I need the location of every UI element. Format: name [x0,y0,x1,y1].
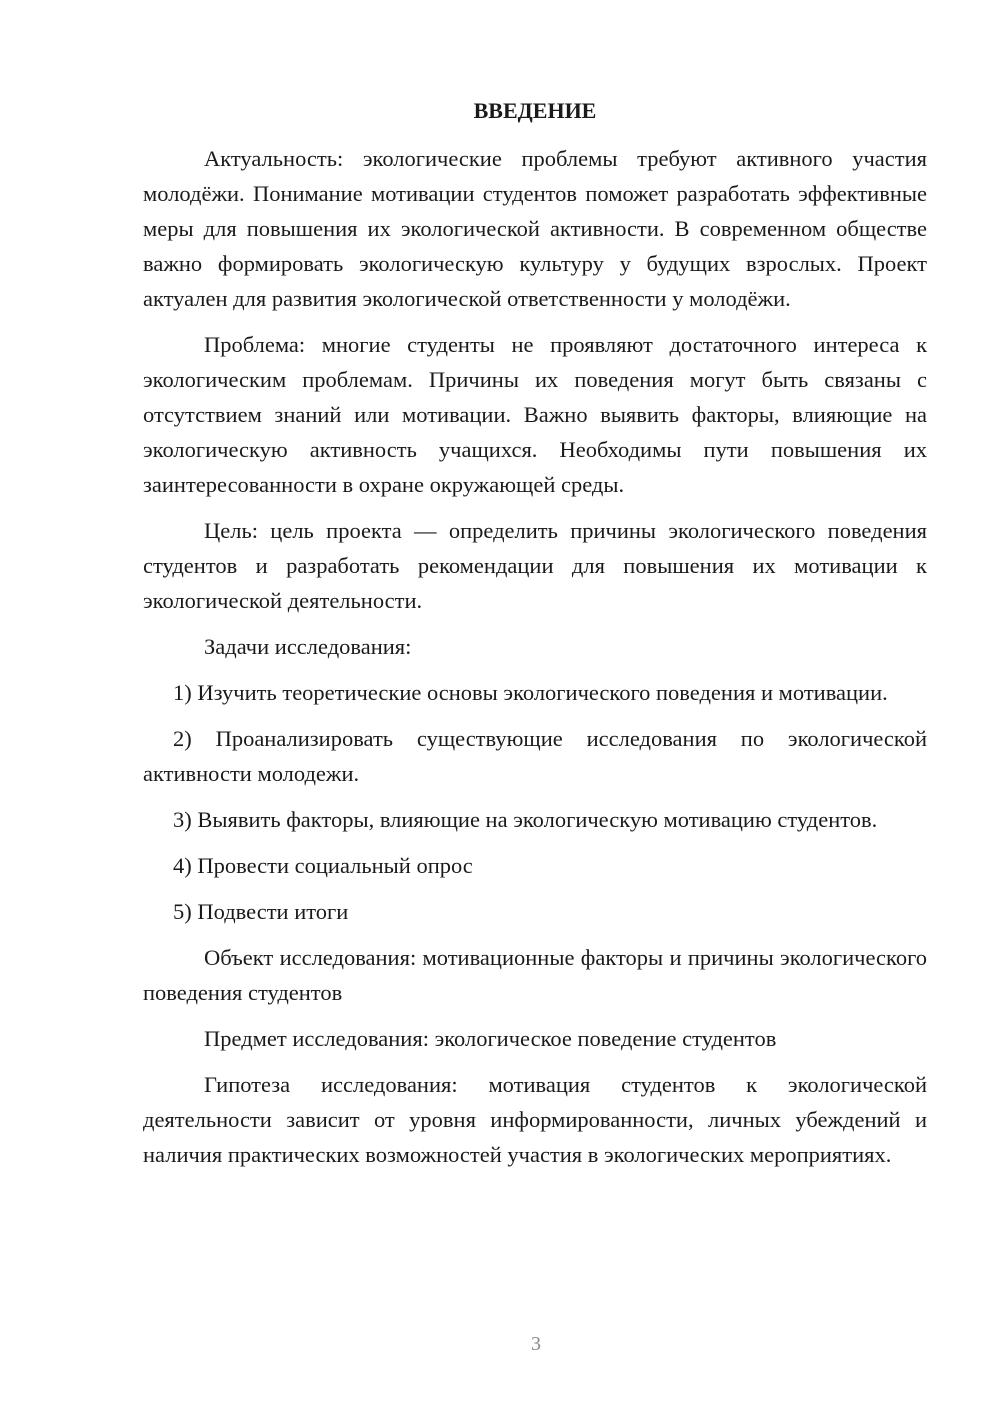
problem-paragraph: Проблема: многие студенты не проявляют достаточного интереса к экологическим проблемам. Причины их поведения могут быть связаны с отсутствием знаний или мотивации. Важно выявить факторы, влияющие на экологическую активность учащихся. Необходимы пути повышения их заинтересованности в охране окружающей среды. [143,332,927,497]
hypothesis-paragraph: Гипотеза исследования: мотивация студентов к экологической деятельности зависит от уровня информированности, личных убеждений и наличия практических возможностей участия в экологических мероприятиях. [143,1072,927,1167]
task-item-5: 5) Подвести итоги [173,899,349,924]
page-body [143,93,927,1183]
task-item-4: 4) Провести социальный опрос [173,853,473,878]
object-paragraph: Объект исследования: мотивационные факторы и причины экологического поведения студентов [143,945,927,1005]
section-title: ВВЕДЕНИЕ [473,98,597,123]
subject-paragraph: Предмет исследования: экологическое поведение студентов [204,1026,777,1051]
task-item-3: 3) Выявить факторы, влияющие на экологическую мотивацию студентов. [173,807,878,832]
task-item-1: 1) Изучить теоретические основы экологического поведения и мотивации. [173,680,888,705]
page-number: 3 [531,1333,541,1355]
relevance-paragraph: Актуальность: экологические проблемы требуют активного участия молодёжи. Понимание мотивации студентов поможет разработать эффективные меры для повышения их экологической активности. В современном обществе важно формировать экологическую культуру у будущих взрослых. Проект актуален для развития экологической ответственности у молодёжи. [143,146,927,311]
goal-paragraph: Цель: цель проекта — определить причины экологического поведения студентов и разработать рекомендации для повышения их мотивации к экологической деятельности. [143,518,927,613]
tasks-heading: Задачи исследования: [204,634,412,659]
task-item-2: 2) Проанализировать существующие исследования по экологической активности молодежи. [143,726,927,786]
